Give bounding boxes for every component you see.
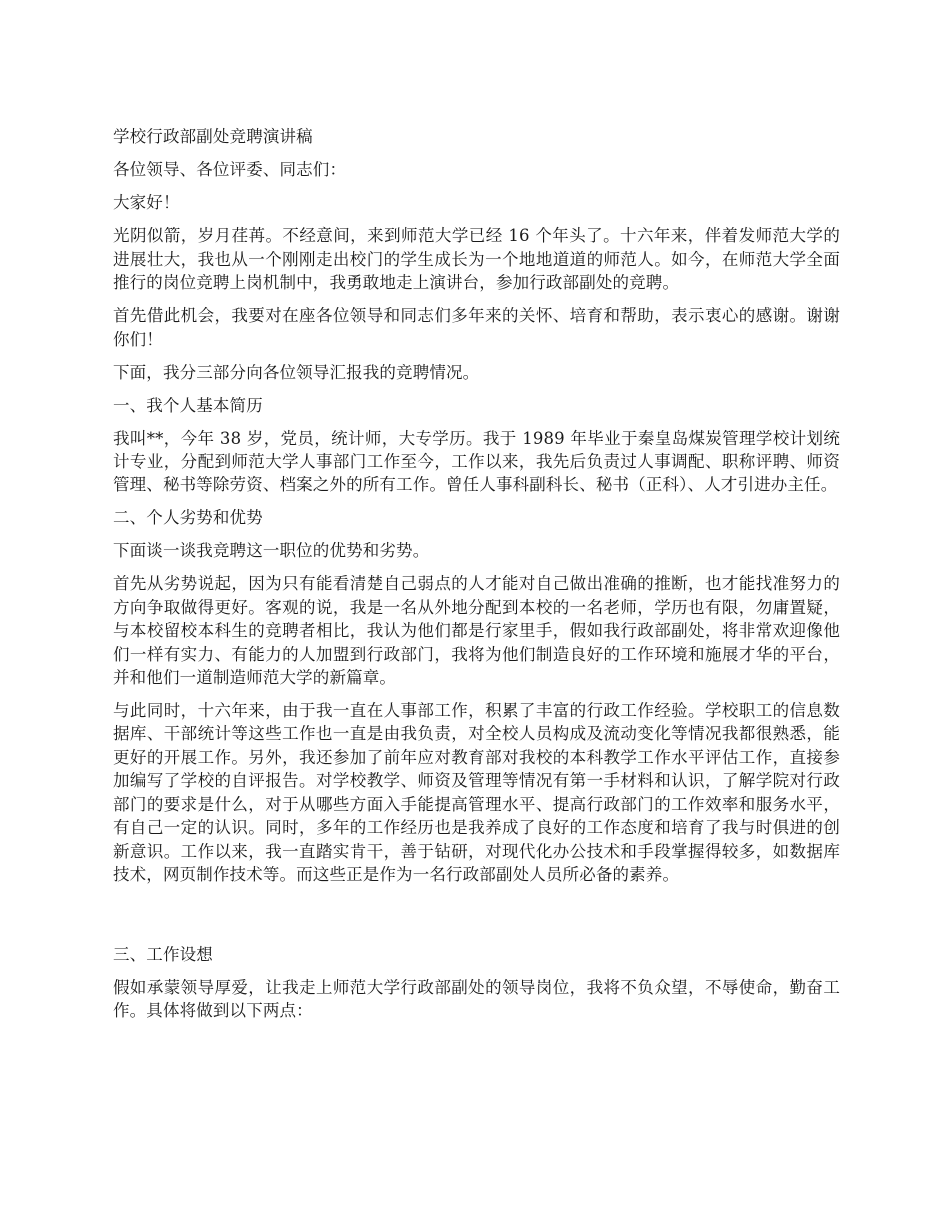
paragraph-plan: 假如承蒙领导厚爱，让我走上师范大学行政部副处的领导岗位，我将不负众望，不辱使命，勤奋工作。具体将做到以下两点： bbox=[113, 977, 840, 1021]
paragraph-strengths: 与此同时，十六年来，由于我一直在人事部工作，积累了丰富的行政工作经验。学校职工的信息数据库、干部统计等这些工作也一直是由我负责，对全校人员构成及流动变化等情况我都很熟悉，能更好的开展工作。另外，我还参加了前年应对教育部对我校的本科教学工作水平评估工作，直接参加编写了学校的自评报告。对学校教学、师资及管理等情况有第一手材料和认识，了解学院对行政部门的要求是什么，对于从哪些方面入手能提高管理水平、提高行政部门的工作效率和服务水平，有自己一定的认识。同时，多年的工作经历也是我养成了良好的工作态度和培育了我与时俱进的创新意识。工作以来，我一直踏实肯干，善于钻研，对现代化办公技术和手段掌握得较多，如数据库技术，网页制作技术等。而这些正是作为一名行政部副处人员所必备的素养。 bbox=[113, 701, 840, 884]
paragraph-strengths-intro: 下面谈一谈我竞聘这一职位的优势和劣势。 bbox=[113, 541, 430, 561]
document-title: 学校行政部副处竞聘演讲稿 bbox=[113, 127, 313, 146]
salutation: 各位领导、各位评委、同志们： bbox=[113, 160, 347, 180]
section-heading-3: 三、工作设想 bbox=[113, 944, 213, 964]
paragraph-outline: 下面，我分三部分向各位领导汇报我的竞聘情况。 bbox=[113, 362, 480, 382]
paragraph-thanks: 首先借此机会，我要对在座各位领导和同志们多年来的关怀、培育和帮助，表示衷心的感谢。谢谢你们！ bbox=[113, 306, 840, 349]
section-heading-2: 二、个人劣势和优势 bbox=[113, 508, 263, 528]
document-body bbox=[113, 125, 840, 1032]
paragraph-intro: 光阴似箭，岁月荏苒。不经意间，来到师范大学已经 16 个年头了。十六年来，伴着发师范大学的进展壮大，我也从一个刚刚走出校门的学生成长为一个地地道道的师范人。如今，在师范大学全面推行的岗位竞聘上岗机制中，我勇敢地走上演讲台，参加行政部副处的竞聘。 bbox=[113, 226, 840, 293]
greeting: 大家好！ bbox=[113, 193, 180, 213]
paragraph-weaknesses: 首先从劣势说起，因为只有能看清楚自己弱点的人才能对自己做出准确的推断，也才能找准努力的方向争取做得更好。客观的说，我是一名从外地分配到本校的一名老师，学历也有限，勿庸置疑，与本校留校本科生的竞聘者相比，我认为他们都是行家里手，假如我行政部副处，将非常欢迎像他们一样有实力、有能力的人加盟到行政部门，我将为他们制造良好的工作环境和施展才华的平台，并和他们一道制造师范大学的新篇章。 bbox=[113, 574, 840, 688]
section-heading-1: 一、我个人基本简历 bbox=[113, 395, 263, 415]
blank-gap bbox=[113, 896, 840, 943]
paragraph-resume: 我叫**，今年 38 岁，党员，统计师，大专学历。我于 1989 年毕业于秦皇岛煤炭管理学校计划统计专业，分配到师范大学人事部门工作至今，工作以来，我先后负责过人事调配、职称评聘、师资管理、秘书等除劳资、档案之外的所有工作。曾任人事科副科长、秘书（正科）、人才引进办主任。 bbox=[113, 428, 840, 495]
